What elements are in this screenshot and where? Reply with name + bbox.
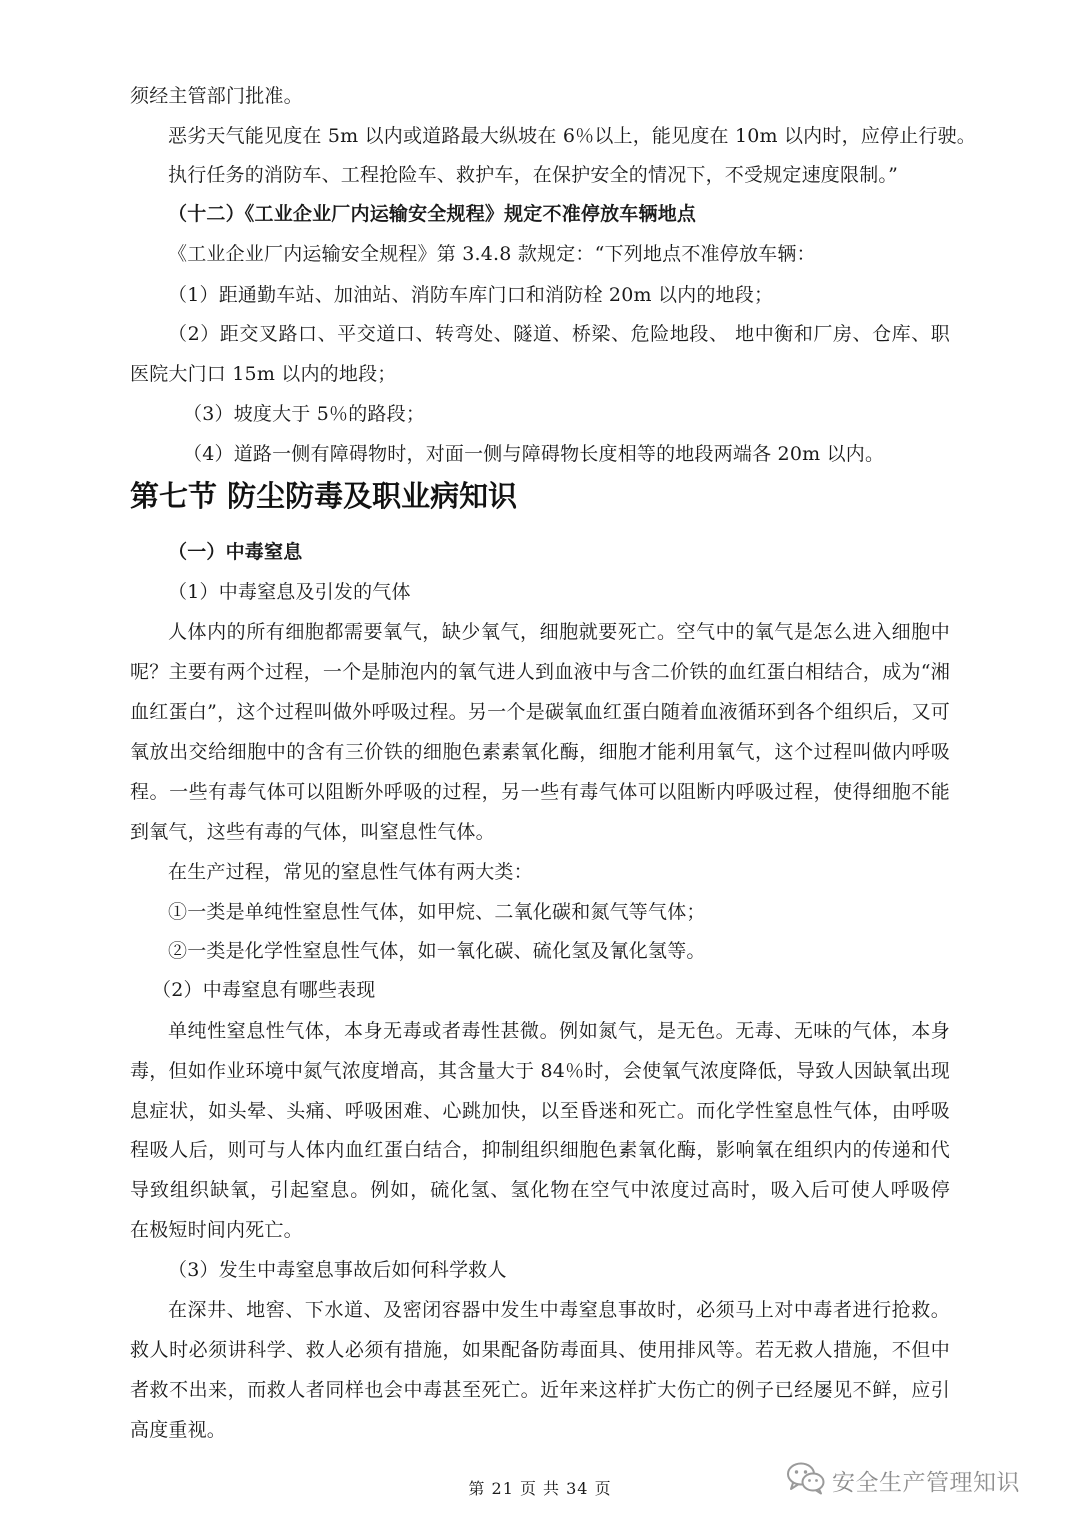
paragraph-line: 程。一些有毒气体可以阻断外呼吸的过程，另一些有毒气体可以阻断内呼吸过程，使得细胞不能: [130, 781, 950, 803]
watermark: [786, 1460, 1020, 1500]
page-footer: 第 21 页 共 34 页: [468, 1479, 612, 1498]
paragraph-line: 单纯性窒息性气体，本身无毒或者毒性甚微。例如氮气，是无色。无毒、无味的气体，本身: [168, 1020, 950, 1042]
list-item: ②一类是化学性窒息性气体，如一氧化碳、硫化氢及氰化氢等。: [168, 940, 706, 962]
paragraph-line: 毒，但如作业环境中氮气浓度增高，其含量大于 84％时，会使氧气浓度降低，导致人因缺氧出现: [130, 1060, 950, 1082]
text-line: 执行任务的消防车、工程抢险车、救护车，在保护安全的情况下，不受规定速度限制。”: [168, 164, 899, 186]
subsection-heading: （1）中毒窒息及引发的气体: [168, 581, 411, 603]
wechat-icon: [786, 1461, 826, 1499]
list-item: （4）道路一侧有障碍物时，对面一侧与障碍物长度相等的地段两端各 20m 以内。: [183, 443, 885, 465]
paragraph-line: 者救不出来，而救人者同样也会中毒甚至死亡。近年来这样扩大伤亡的例子已经屡见不鲜，应引: [130, 1379, 950, 1401]
subsection-heading: （一）中毒窒息: [168, 541, 303, 563]
text-line: 恶劣天气能见度在 5m 以内或道路最大纵坡在 6％以上，能见度在 10m 以内时，应停止行驶。: [168, 125, 976, 147]
list-item: ①一类是单纯性窒息性气体，如甲烷、二氧化碳和氮气等气体；: [168, 901, 706, 923]
paragraph-line: 在深井、地窖、下水道、及密闭容器中发生中毒窒息事故时，必须马上对中毒者进行抢救。: [168, 1299, 950, 1321]
paragraph-line: 导致组织缺氧，引起窒息。例如，硫化氢、氢化物在空气中浓度过高时，吸入后可使人呼吸停: [130, 1179, 950, 1201]
paragraph-line: 程吸人后，则可与人体内血红蛋白结合，抑制组织细胞色素氧化酶，影响氧在组织内的传递和代: [130, 1139, 950, 1161]
paragraph-line: 到氧气，这些有毒的气体，叫窒息性气体。: [130, 821, 495, 843]
list-item: （3）坡度大于 5％的路段；: [183, 403, 426, 425]
section-title: 第七节 防尘防毒及职业病知识: [130, 479, 518, 513]
text-line: 须经主管部门批准。: [130, 85, 303, 107]
list-item: （1）距通勤车站、加油站、消防车库门口和消防栓 20m 以内的地段；: [168, 284, 774, 306]
subsection-heading: （3）发生中毒窒息事故后如何科学救人: [168, 1259, 507, 1281]
watermark-text: 安全生产管理知识: [832, 1469, 1020, 1496]
list-item: （2）距交叉路口、平交道口、转弯处、隧道、桥梁、危险地段、 地中衡和厂房、仓库、职: [168, 323, 950, 345]
subsection-heading: （2）中毒窒息有哪些表现: [152, 979, 376, 1001]
paragraph-line: 在极短时间内死亡。: [130, 1219, 303, 1241]
paragraph-line: 救人时必须讲科学、救人必须有措施，如果配备防毒面具、使用排风等。若无救人措施，不但中: [130, 1339, 950, 1361]
paragraph-line: 高度重视。: [130, 1419, 227, 1441]
subsection-heading: （十二）《工业企业厂内运输安全规程》规定不准停放车辆地点: [168, 203, 697, 225]
paragraph-line: 息症状，如头晕、头痛、呼吸困难、心跳加快，以至昏迷和死亡。而化学性窒息性气体，由呼吸: [130, 1100, 950, 1122]
text-line: 在生产过程，常见的窒息性气体有两大类：: [168, 861, 533, 883]
text-line: 医院大门口 15m 以内的地段；: [130, 363, 397, 385]
paragraph-line: 血红蛋白”，这个过程叫做外呼吸过程。另一个是碳氧血红蛋白随着血液循环到各个组织后，又可: [130, 701, 950, 723]
paragraph-line: 氧放出交给细胞中的含有三价铁的细胞色素素氧化酶，细胞才能利用氧气，这个过程叫做内呼吸: [130, 741, 950, 763]
paragraph-line: 人体内的所有细胞都需要氧气，缺少氧气，细胞就要死亡。空气中的氧气是怎么进入细胞中: [168, 621, 950, 643]
text-line: 《工业企业厂内运输安全规程》第 3.4.8 款规定：“下列地点不准停放车辆：: [168, 243, 816, 265]
paragraph-line: 呢？主要有两个过程，一个是肺泡内的氧气进人到血液中与含二价铁的血红蛋白相结合，成为“湘: [130, 661, 950, 683]
